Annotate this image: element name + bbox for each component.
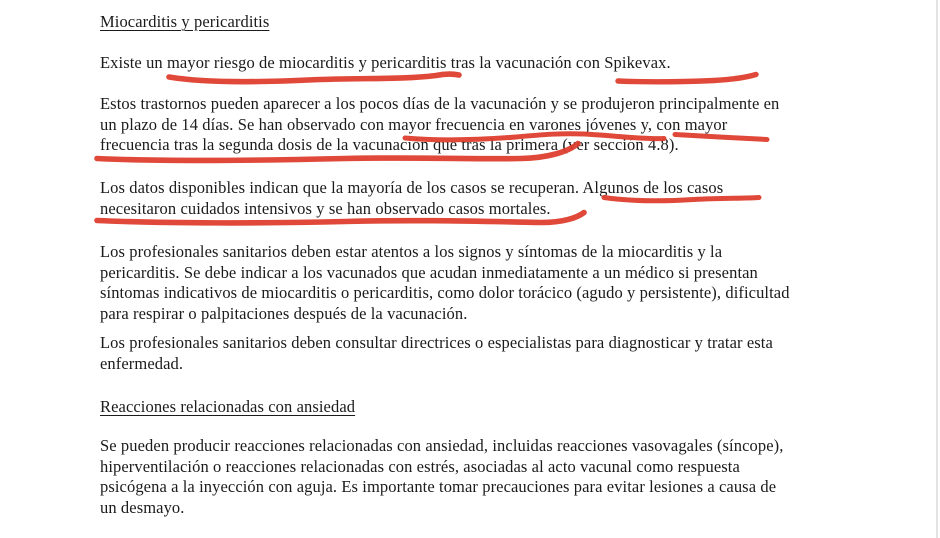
text-line: un plazo de 14 días. Se han observado con mayor frecuencia en varones jóvenes y, con mayor [100, 114, 728, 134]
text-line: psicógena a la inyección con aguja. Es importante tomar precauciones para evitar lesiones a causa de [100, 477, 777, 497]
text-line: pericarditis. Se debe indicar a los vacunados que acudan inmediatamente a un médico si presentan [100, 262, 758, 282]
page-edge-divider [936, 0, 938, 538]
text-line: hiperventilación o reacciones relacionadas con estrés, asociadas al acto vacunal como respuesta [100, 456, 740, 476]
paragraph-profesionales-directrices [100, 333, 773, 374]
text-line: Los profesionales sanitarios deben estar atentos a los signos y síntomas de la miocarditis y la [100, 242, 723, 261]
paragraph-trastornos [100, 94, 779, 156]
text-line: Los profesionales sanitarios deben consultar directrices o especialistas para diagnosticar y tratar esta [100, 333, 773, 352]
red-underline-spikevax-icon [618, 75, 756, 82]
text-line: un desmayo. [100, 497, 185, 517]
text-line: para respirar o palpitaciones después de la vacunación. [100, 303, 468, 323]
text-line: enfermedad. [100, 353, 184, 373]
text-line: frecuencia tras la segunda dosis de la vacunación que tras la primera (ver sección 4.8). [100, 135, 679, 155]
text-line: síntomas indicativos de miocarditis o pericarditis, como dolor torácico (agudo y persistente), dificultad [100, 283, 790, 303]
text-line: Estos trastornos pueden aparecer a los pocos días de la vacunación y se produjeron principalmente en [100, 94, 780, 113]
heading-reacciones-ansiedad: Reacciones relacionadas con ansiedad [100, 397, 356, 416]
paragraph-profesionales-signos [100, 242, 790, 324]
heading-miocarditis-y-pericarditis: Miocarditis y pericarditis [100, 12, 270, 31]
text-line: necesitaron cuidados intensivos y se han observado casos mortales. [100, 198, 551, 218]
text-line: Existe un mayor riesgo de miocarditis y pericarditis tras la vacunación con Spikevax. [100, 53, 671, 72]
paragraph-ansiedad [100, 436, 783, 518]
text-line: Se pueden producir reacciones relacionadas con ansiedad, incluidas reacciones vasovagales (síncope), [100, 436, 784, 455]
paragraph-datos [100, 178, 723, 219]
red-underline-mayor-riesgo-icon [169, 74, 459, 82]
text-line: Los datos disponibles indican que la mayoría de los casos se recuperan. Algunos de los casos [100, 178, 724, 197]
paragraph-riesgo [100, 53, 671, 74]
